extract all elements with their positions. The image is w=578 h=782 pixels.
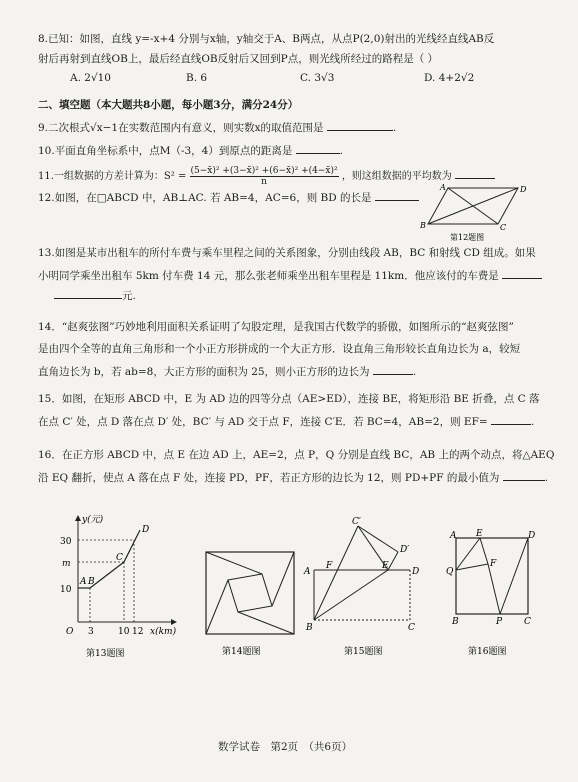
q14-line1: 14．“赵爽弦图”巧妙地利用面积关系证明了勾股定理，是我国古代数学的骄傲，如图所示的“赵爽弦图” <box>38 321 514 333</box>
fig16-label-c: C <box>524 617 531 627</box>
q16-line1: 16．在正方形 ABCD 中，点 E 在边 AD 上，AE=2，点 P，Q 分别是直线 BC，AB 上的两个动点，将△AEQ <box>38 449 555 461</box>
fig15-label-a: A <box>304 567 311 577</box>
figure-14 <box>200 548 300 658</box>
figure-12 <box>418 182 528 242</box>
q13-line3 <box>54 288 136 303</box>
fig12-label-d: D <box>520 185 527 194</box>
fig14-caption: 第14题图 <box>222 647 261 657</box>
q15-line2: 在点 C′ 处，点 D 落在点 D′ 处，BC′ 与 AD 交于点 F，连接 C′E．若 BC=4，AB=2，则 EF= . <box>38 416 535 428</box>
q8-option-d: D. 4+2√2 <box>424 72 475 84</box>
section-2-header: 二、填空题（本大题共8小题，每小题3分，满分24分） <box>38 99 299 111</box>
q11-denominator: n <box>261 177 267 187</box>
origin-label: O <box>66 627 74 637</box>
q13-unit: 元. <box>122 290 136 302</box>
x-tick-3: 3 <box>88 627 94 637</box>
q15-answer-blank <box>491 414 531 425</box>
q13-answer-blank-a <box>502 268 542 279</box>
fig12-label-c: C <box>500 223 507 232</box>
point-b-label: B <box>88 577 95 587</box>
fig16-label-f: F <box>490 559 497 569</box>
figure-16 <box>444 526 540 660</box>
y-tick-m: m <box>62 559 71 569</box>
q13-line2-text: 小明同学乘坐出租车 5km 付车费 14 元，那么张老师乘坐出租车里程是 11km．他应该付的车费是 <box>38 270 499 282</box>
q14-line3-text: 直角边长为 b，若 ab=8，大正方形的面积为 25，则小正方形的边长为 <box>38 366 370 378</box>
q15-line1: 15．如图，在矩形 ABCD 中，E 为 AD 边的四等分点（AE>ED），连接 BE，将矩形沿 BE 折叠，点 C 落 <box>38 393 540 405</box>
ray-cd <box>124 530 140 562</box>
q16-answer-blank <box>503 470 545 481</box>
fig15-label-b: B <box>306 623 313 633</box>
q9-text: 9.二次根式√x−1在实数范围内有意义，则实数x的取值范围是 . <box>38 122 397 134</box>
q11-prefix: 11.一组数据的方差计算为：S² = <box>38 171 187 182</box>
q11-fraction <box>190 166 339 187</box>
q8-line1: 8.已知：如图，直线 y=-x+4 分别与x轴，y轴交于A、B两点，从点P(2,0)射出的光线经直线AB反 <box>38 33 495 45</box>
x-tick-10: 10 <box>118 627 130 637</box>
q8-option-b: B. 6 <box>186 72 208 84</box>
q14-line3: 直角边长为 b，若 ab=8，大正方形的面积为 25，则小正方形的边长为 . <box>38 366 417 378</box>
fig16-label-b: B <box>452 617 459 627</box>
q9-answer-blank <box>327 120 393 131</box>
q14-answer-blank <box>373 364 413 375</box>
q13-line1: 13.如图是某市出租车的所付车费与乘车里程之间的关系图象，分别由线段 AB，BC 和射线 CD 组成。如果 <box>38 247 536 259</box>
y-tick-30: 30 <box>60 537 72 547</box>
fig16-label-a: A <box>450 531 457 541</box>
segment-bc <box>90 562 124 588</box>
point-c-label: C <box>116 553 123 563</box>
q13-line2 <box>38 268 542 283</box>
q8-option-a: A. 2√10 <box>70 72 111 84</box>
point-a-label: A <box>80 577 87 587</box>
figure-13 <box>58 510 188 660</box>
q10-text: 10.平面直角坐标系中，点M（-3，4）到原点的距离是 . <box>38 145 344 157</box>
q14-line2: 是由四个全等的直角三角形和一个小正方形拼成的一个大正方形．设直角三角形较长直角边长为 a，较短 <box>38 343 521 355</box>
fig15-label-f: F <box>326 561 333 571</box>
q12-text <box>38 190 419 205</box>
y-axis-label: y(元) <box>82 515 104 525</box>
q8-line2: 射后再射到直线OB上，最后经直线OB反射后又回到P点，则光线所经过的路程是（ ） <box>38 53 439 65</box>
q16-line2-text: 沿 EQ 翻折，使点 A 落在点 F 处，连接 PD，PF，若正方形的边长为 12，则 PD+PF 的最小值为 <box>38 472 500 484</box>
fig16-label-e: E <box>476 529 483 539</box>
fig15-label-c-prime: C′ <box>352 517 361 527</box>
q12-label: 12.如图，在□ABCD 中，AB⊥AC. 若 AB=4，AC=6，则 BD 的长是 <box>38 192 372 204</box>
fig13-caption: 第13题图 <box>86 649 125 659</box>
q10-answer-blank <box>296 143 340 154</box>
page-footer: 数学试卷 第2页 （共6页） <box>218 741 353 753</box>
q11-suffix: ，则这组数据的平均数为 <box>341 171 452 182</box>
q11-answer-blank <box>455 168 495 179</box>
q9-label: 9.二次根式√x−1在实数范围内有意义，则实数x的取值范围是 <box>38 122 324 134</box>
fig15-caption: 第15题图 <box>344 647 383 657</box>
fig12-caption: 第12题图 <box>450 233 485 242</box>
fig15-label-d-prime: D′ <box>400 545 410 555</box>
x-axis-label: x(km) <box>150 627 177 637</box>
fig16-label-p: P <box>496 617 503 627</box>
fig15-label-d: D <box>412 567 420 577</box>
y-tick-10: 10 <box>60 585 72 595</box>
point-d-label: D <box>142 525 150 535</box>
q10-label: 10.平面直角坐标系中，点M（-3，4）到原点的距离是 <box>38 145 293 157</box>
fig16-label-d: D <box>528 531 536 541</box>
fig12-label-b: B <box>420 221 426 230</box>
fig16-caption: 第16题图 <box>468 647 507 657</box>
q12-answer-blank <box>375 190 419 201</box>
q11-numerator: (5−x̄)² +(3−x̄)² +(6−x̄)² +(4−x̄)² <box>190 166 338 176</box>
x-tick-12: 12 <box>132 627 144 637</box>
q13-answer-blank-b <box>54 288 122 299</box>
q16-line2: 沿 EQ 翻折，使点 A 落在点 F 处，连接 PD，PF，若正方形的边长为 12，则 PD+PF 的最小值为 . <box>38 472 549 484</box>
fig15-label-c: C <box>408 623 415 633</box>
q8-option-c: C. 3√3 <box>300 72 335 84</box>
q15-line2-text: 在点 C′ 处，点 D 落在点 D′ 处，BC′ 与 AD 交于点 F，连接 C′E．若 BC=4，AB=2，则 EF= <box>38 416 488 428</box>
figure-15 <box>300 516 430 660</box>
fig15-label-e: E <box>382 561 389 571</box>
fig12-label-a: A <box>440 183 446 192</box>
fig16-label-q: Q <box>446 567 454 577</box>
